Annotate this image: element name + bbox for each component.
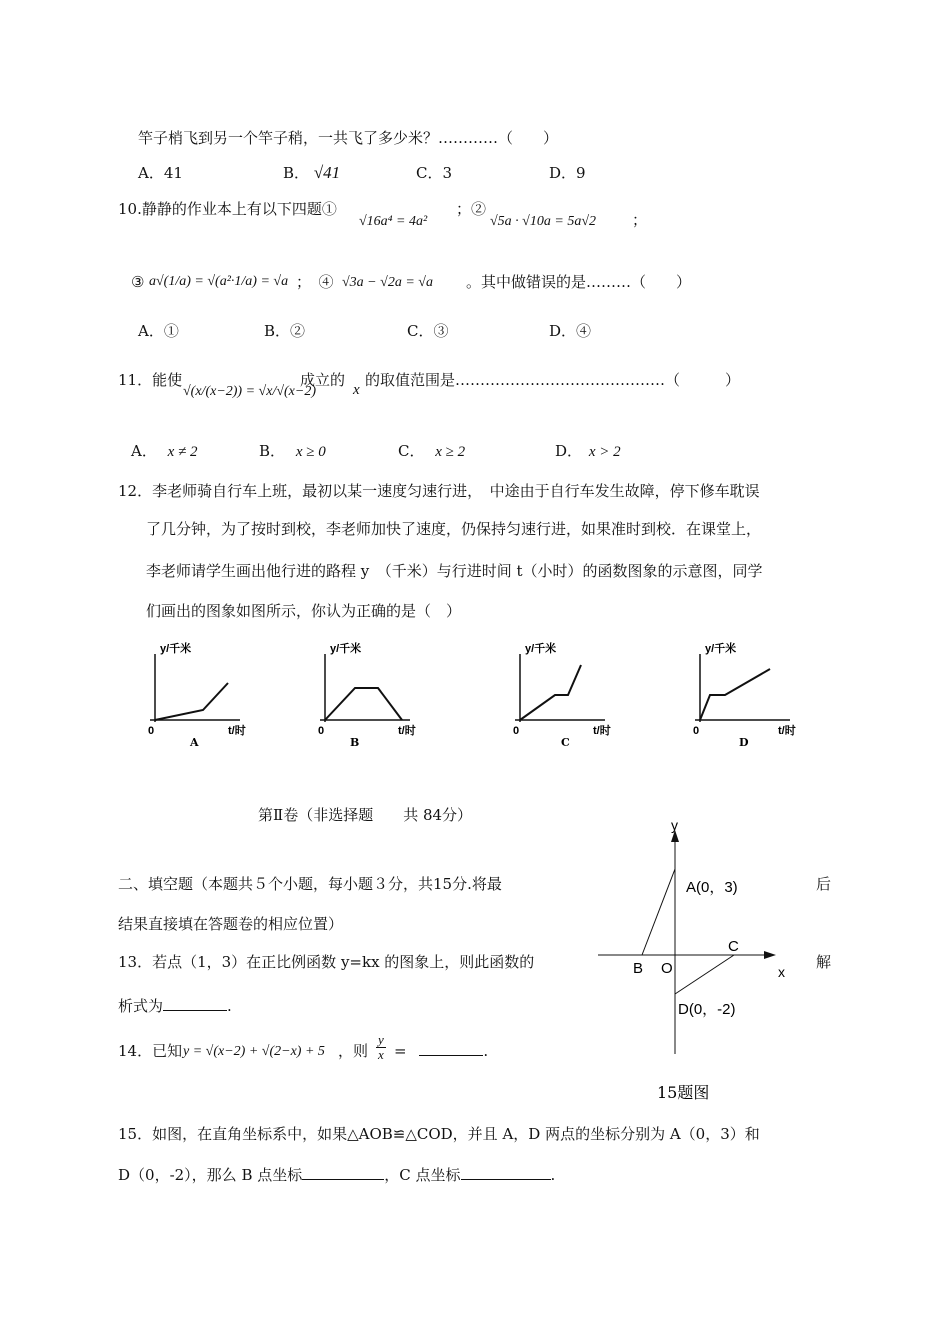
graph-b-origin: 0 bbox=[318, 725, 325, 737]
q13-line2 bbox=[118, 996, 232, 1016]
q15-line1: 15．如图，在直角坐标系中，如果△AOB≌△COD，并且 A，D 两点的坐标分别为 A（0，3）和 bbox=[118, 1125, 760, 1143]
fig15-label-d: D(0，-2) bbox=[678, 1001, 736, 1018]
q9-option-b-label: B． bbox=[283, 164, 310, 182]
section2-heading-line2: 结果直接填在答题卷的相应位置） bbox=[118, 915, 344, 933]
q14-frac-den: x bbox=[378, 1047, 384, 1062]
graph-d-caption: D bbox=[739, 736, 749, 749]
q11-formula: √(x/(x−2)) = √x/√(x−2) bbox=[183, 384, 316, 399]
graph-a-caption: A bbox=[190, 736, 199, 749]
graph-d-curve bbox=[700, 669, 770, 720]
q12-line-2: 了几分钟，为了按时到校，李老师加快了速度，仍保持匀速行进，如果准时到校．在课堂上， bbox=[146, 520, 762, 538]
graph-b-xlabel: t/时 bbox=[398, 725, 416, 737]
fig15-x-arrow-icon bbox=[764, 951, 776, 959]
q10-item2-prefix: ；② bbox=[456, 200, 487, 218]
q10-item3-formula: a√(1/a) = √(a²·1/a) = √a bbox=[149, 274, 289, 289]
q10-option-c: C．③ bbox=[407, 322, 449, 340]
q14-answer bbox=[394, 1041, 488, 1061]
graph-c-caption: C bbox=[561, 736, 570, 749]
graph-a-ylabel: y/千米 bbox=[160, 643, 192, 655]
q11-option-c-math: x ≥ 2 bbox=[435, 444, 466, 460]
q11-option-b bbox=[259, 441, 326, 462]
graph-b-caption: B bbox=[350, 736, 360, 749]
fig15-label-c: C bbox=[728, 938, 739, 955]
q15-b-answer-blank[interactable] bbox=[302, 1165, 384, 1180]
q11-prefix: 11．能使 bbox=[118, 371, 183, 389]
q15-line2-mid: ，C 点坐标 bbox=[384, 1166, 461, 1184]
graph-c-curve bbox=[520, 665, 581, 720]
q10-item2-suffix: ； bbox=[632, 211, 648, 229]
q10-tail: 。其中做错误的是………（ ） bbox=[466, 273, 692, 291]
q11-option-b-math: x ≥ 0 bbox=[295, 444, 326, 460]
graph-b bbox=[310, 640, 420, 750]
graph-c bbox=[505, 640, 615, 750]
q9-option-c: C．3 bbox=[416, 164, 453, 182]
q12-line-4: 们画出的图象如图所示，你认为正确的是（ ） bbox=[146, 602, 462, 620]
q10-item1-formula: √16a⁴ = 4a² bbox=[359, 214, 428, 229]
graph-d-ylabel: y/千米 bbox=[705, 643, 737, 655]
q11-tail: 的取值范围是……………………………………（ ） bbox=[365, 371, 741, 389]
graph-b-ylabel: y/千米 bbox=[330, 643, 362, 655]
q13-line1: 13．若点（1，3）在正比例函数 y=kx 的图象上，则此函数的 bbox=[118, 953, 535, 971]
q13-answer-blank[interactable] bbox=[163, 996, 227, 1011]
section2-heading-line1: 二、填空题（本题共５个小题，每小题３分，共15分.将最 bbox=[118, 875, 502, 893]
fig15-segment-cd bbox=[675, 955, 734, 994]
q9-option-a: A．41 bbox=[138, 164, 183, 182]
graph-d bbox=[685, 640, 805, 750]
q14-eq: = bbox=[394, 1042, 407, 1060]
q14-fraction bbox=[376, 1033, 386, 1062]
graph-a-curve bbox=[155, 683, 228, 720]
q14-formula: y = √(x−2) + √(2−x) + 5 bbox=[183, 1044, 325, 1059]
q15-line2-suffix: . bbox=[550, 1166, 556, 1184]
q10-option-b: B．② bbox=[264, 322, 306, 340]
q11-option-a bbox=[131, 441, 198, 462]
fig15-segment-ab bbox=[642, 869, 675, 955]
q11-option-d-math: x > 2 bbox=[588, 444, 621, 460]
q11-option-d-label: D． bbox=[555, 442, 583, 460]
fig15-label-b: B bbox=[633, 960, 644, 977]
q14-mid: ，则 bbox=[338, 1042, 369, 1060]
q11-option-b-label: B． bbox=[259, 442, 286, 460]
q10-option-a: A．① bbox=[138, 322, 179, 340]
fig15-y-label: y bbox=[671, 817, 678, 833]
q15-line2 bbox=[118, 1165, 555, 1185]
graph-a bbox=[140, 640, 250, 750]
q13-line2-prefix: 析式为 bbox=[118, 997, 164, 1015]
fig15-x-label: x bbox=[778, 964, 785, 980]
q11-option-c-label: C． bbox=[398, 442, 425, 460]
q14-answer-blank[interactable] bbox=[419, 1041, 483, 1056]
graph-d-origin: 0 bbox=[693, 725, 700, 737]
q10-option-d: D．④ bbox=[549, 322, 592, 340]
q12-line-1: 12．李老师骑自行车上班，最初以某一速度匀速行进， 中途由于自行车发生故障，停下修车耽误 bbox=[118, 482, 760, 500]
fig15-label-o: O bbox=[661, 960, 673, 977]
q11-option-d bbox=[555, 441, 621, 462]
q11-option-c bbox=[398, 441, 465, 462]
q11-var: x bbox=[353, 382, 360, 398]
graph-a-origin: 0 bbox=[148, 725, 155, 737]
graph-b-curve bbox=[325, 688, 402, 720]
q10-item2-formula: √5a · √10a = 5a√2 bbox=[490, 214, 596, 229]
q11-option-a-math: x ≠ 2 bbox=[167, 444, 198, 460]
q10-stem: 10.静静的作业本上有以下四题① bbox=[118, 200, 337, 218]
fig15-label-a: A(0，3) bbox=[686, 879, 738, 896]
q11-mid: 成立的 bbox=[300, 371, 346, 389]
graph-c-xlabel: t/时 bbox=[593, 725, 611, 737]
q15-c-answer-blank[interactable] bbox=[461, 1165, 551, 1180]
q13-line1-end: 解 bbox=[816, 953, 832, 971]
q9-option-b-math: √41 bbox=[313, 163, 341, 182]
q13-line2-suffix: . bbox=[227, 997, 232, 1015]
section2-title: 第Ⅱ卷（非选择题 共 84分） bbox=[258, 806, 473, 824]
fig15-caption: 15题图 bbox=[657, 1083, 710, 1102]
q10-item4-prefix: ； ④ bbox=[296, 273, 334, 291]
q9-stem-tail: 竿子梢飞到另一个竿子稍，一共飞了多少米？…………（ ） bbox=[138, 129, 559, 147]
graph-c-origin: 0 bbox=[513, 725, 520, 737]
section2-heading-line1-end: 后 bbox=[816, 875, 832, 893]
q10-item4-formula: √3a − √2a = √a bbox=[342, 275, 433, 290]
q9-option-b bbox=[283, 163, 340, 183]
fig15 bbox=[592, 812, 802, 1112]
q14-frac-num: y bbox=[378, 1032, 384, 1047]
q10-item3-prefix: ③ bbox=[131, 273, 145, 291]
q14-prefix: 14．已知 bbox=[118, 1042, 183, 1060]
q12-line-3: 李老师请学生画出他行进的路程 y （千米）与行进时间 t（小时）的函数图象的示意图，同学 bbox=[146, 562, 763, 580]
graph-d-xlabel: t/时 bbox=[778, 725, 796, 737]
graph-c-ylabel: y/千米 bbox=[525, 643, 557, 655]
q11-option-a-label: A． bbox=[131, 442, 157, 460]
graph-a-xlabel: t/时 bbox=[228, 725, 246, 737]
q9-option-d: D．9 bbox=[549, 164, 586, 182]
q14-suffix: . bbox=[483, 1042, 489, 1060]
q15-line2-prefix: D（0，-2），那么 B 点坐标 bbox=[118, 1166, 303, 1184]
